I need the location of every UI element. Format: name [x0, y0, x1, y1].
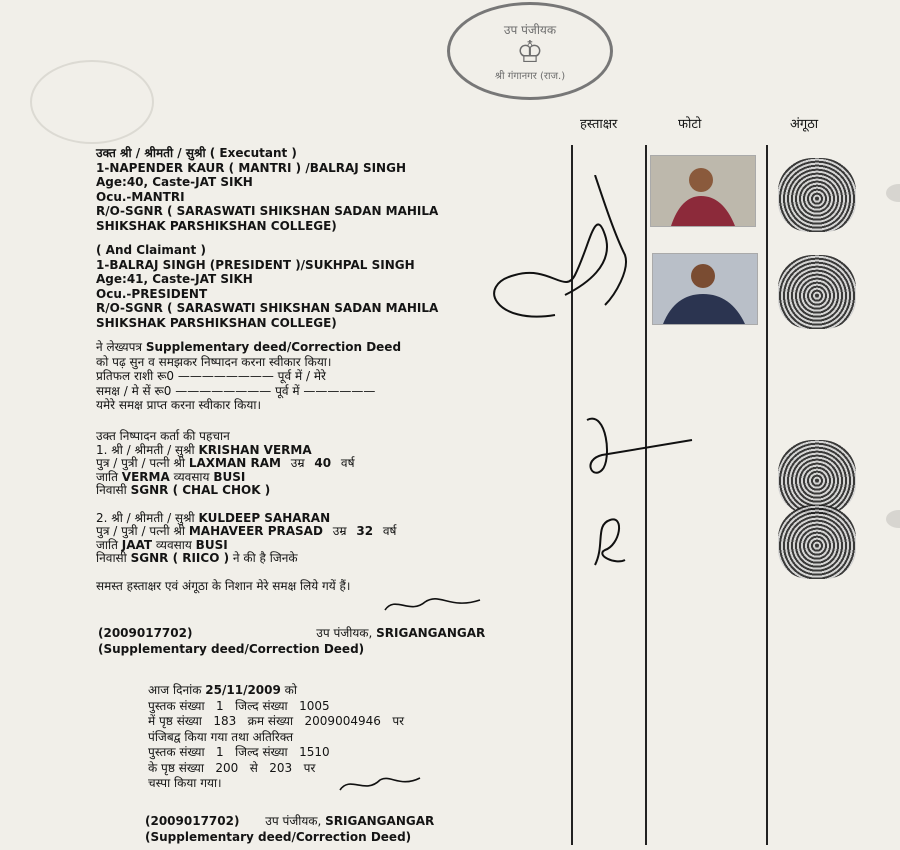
claimant-age: Age:41, Caste-JAT SIKH [96, 272, 253, 286]
claimant-address: SHIKSHAK PARSHIKSHAN COLLEGE) [96, 315, 337, 330]
residence-label: निवासी [96, 483, 127, 497]
registration-line: में पृष्ठ संख्या 183 क्रम संख्या 2009004946 पर [148, 714, 405, 728]
age-unit: वर्ष [382, 524, 397, 538]
identifier-2-name: KULDEEP SAHARAN [198, 510, 331, 525]
executant-age: Age:40, Caste-JAT SIKH [96, 175, 253, 189]
identifier-2-age: 32 [356, 524, 374, 538]
claimant-address: R/O-SGNR ( SARASWATI SHIKSHAN SADAN MAHILA [96, 301, 439, 315]
date-prefix: आज दिनांक [148, 683, 202, 697]
person-photo-icon [653, 254, 757, 324]
identifier-1-occupation: BUSI [213, 469, 246, 484]
identifier-2-thumbprint [778, 505, 856, 579]
claimant-photo [652, 253, 758, 325]
identifier-2-caste: JAAT [121, 537, 153, 552]
identifier-2-occupation: BUSI [195, 537, 228, 552]
identifier-1-father: LAXMAN RAM [188, 456, 281, 470]
deed-type: Supplementary deed/Correction Deed [145, 340, 402, 354]
seal-top-text: उप पंजीयक [503, 22, 557, 37]
registration-line: चस्पा किया गया। [148, 776, 222, 790]
executant-address: SHIKSHAK PARSHIKSHAN COLLEGE) [96, 218, 337, 233]
deed-type: (Supplementary deed/Correction Deed) [98, 641, 365, 656]
office-name: SRIGANGANGAR [325, 814, 435, 828]
claimant-thumbprint [778, 255, 856, 329]
sub-registrar-footer [145, 814, 434, 845]
residence-suffix: ने की है जिनके [232, 551, 298, 565]
identifier-prefix: 2. श्री / श्रीमती / सुश्री [96, 510, 195, 525]
identifier-1-residence: SGNR ( CHAL CHOK ) [130, 483, 271, 497]
relation-prefix: पुत्र / पुत्री / पत्नी श्री [96, 524, 186, 538]
claimant-occupation: Ocu.-PRESIDENT [96, 286, 208, 301]
executant-photo [650, 155, 756, 227]
registration-number: (2009017702) [145, 814, 240, 828]
caste-label: जाति [96, 469, 118, 484]
relation-prefix: पुत्र / पुत्री / पत्नी श्री [96, 456, 186, 470]
signature-mark [572, 410, 702, 480]
deed-line: यमेरे समक्ष प्राप्त करना स्वीकार किया। [96, 398, 261, 412]
date-suffix: को [284, 683, 297, 697]
age-unit: वर्ष [340, 456, 355, 470]
executant-title: उक्त श्री / श्रीमती / सुश्री ( Executant ) [96, 146, 297, 160]
age-label: उम्र [290, 456, 305, 470]
executant-address: R/O-SGNR ( SARASWATI SHIKSHAN SADAN MAHILA [96, 204, 439, 218]
claimant-title: ( And Claimant ) [96, 243, 206, 257]
punch-hole [886, 510, 900, 528]
caste-label: जाति [96, 537, 118, 552]
signature-mark [335, 770, 425, 800]
sub-registrar-seal [447, 2, 613, 100]
column-divider [645, 145, 647, 845]
registration-line: पुस्तक संख्या 1 जिल्द संख्या 1005 [148, 698, 330, 713]
identifier-1-thumbprint [778, 440, 856, 514]
photo-column-header: फोटो [678, 117, 702, 132]
punch-hole [886, 184, 900, 202]
signature-mark [455, 175, 635, 325]
deed-line: को पढ़ सुन व समझकर निष्पादन करना स्वीकार किया। [96, 354, 332, 369]
seal-bottom-text: श्री गंगानगर (राज.) [494, 70, 566, 82]
residence-label: निवासी [96, 551, 127, 565]
identifier-1-caste: VERMA [121, 469, 170, 484]
identifier-prefix: 1. श्री / श्रीमती / सुश्री [96, 442, 195, 457]
executant-name: 1-NAPENDER KAUR ( MANTRI ) /BALRAJ SINGH [96, 160, 406, 175]
signature-column-header: हस्ताक्षर [580, 117, 618, 132]
registration-number: (2009017702) [98, 626, 193, 640]
executant-thumbprint [778, 158, 856, 232]
column-divider [766, 145, 768, 845]
identification-block [96, 430, 396, 593]
deed-type: (Supplementary deed/Correction Deed) [145, 829, 412, 844]
deed-prefix: ने लेख्यपत्र [96, 340, 143, 354]
deed-statement [96, 340, 401, 413]
claimant-name: 1-BALRAJ SINGH (PRESIDENT )/SUKHPAL SINGH [96, 257, 415, 272]
office-name: SRIGANGANGAR [376, 626, 486, 640]
registration-date: 25/11/2009 [205, 683, 281, 697]
identifier-1-name: KRISHAN VERMA [198, 442, 312, 457]
occupation-label: व्यवसाय [173, 469, 210, 484]
sub-registrar-label: उप पंजीयक, [265, 814, 322, 828]
signature-mark [585, 505, 635, 585]
registration-line: पुस्तक संख्या 1 जिल्द संख्या 1510 [148, 745, 330, 759]
identifier-2-father: MAHAVEER PRASAD [188, 524, 323, 538]
signature-mark [380, 590, 490, 620]
occupation-label: व्यवसाय [155, 537, 192, 552]
deed-line: प्रतिफल राशी रू0 ———————— पूर्व में / मेरे [96, 369, 326, 383]
deed-line: समक्ष / मे सें रू0 ———————— पूर्व में —————— [96, 383, 376, 398]
identifier-2-residence: SGNR ( RIICO ) [130, 551, 230, 565]
sub-registrar-label: उप पंजीयक, [316, 626, 373, 640]
registration-line: पंजिबद्व किया गया तथा अतिरिक्त [148, 729, 294, 744]
sub-registrar-footer [98, 626, 485, 657]
executant-block [96, 146, 438, 233]
identifier-1-age: 40 [314, 456, 332, 470]
claimant-block [96, 243, 438, 330]
registration-line: के पृष्ठ संख्या 200 से 203 पर [148, 760, 316, 775]
age-label: उम्र [332, 524, 347, 538]
emblem-icon: ♔ [516, 34, 544, 70]
closing-statement: समस्त हस्ताक्षर एवं अंगूठा के निशान मेरे समक्ष लिये गयें हैं। [96, 578, 351, 593]
person-photo-icon [651, 156, 755, 226]
thumb-column-header: अंगूठा [790, 117, 819, 132]
identification-title: उक्त निष्पादन कर्ता की पहचान [96, 429, 230, 443]
faint-stamp-impression [30, 60, 154, 144]
executant-occupation: Ocu.-MANTRI [96, 189, 185, 204]
